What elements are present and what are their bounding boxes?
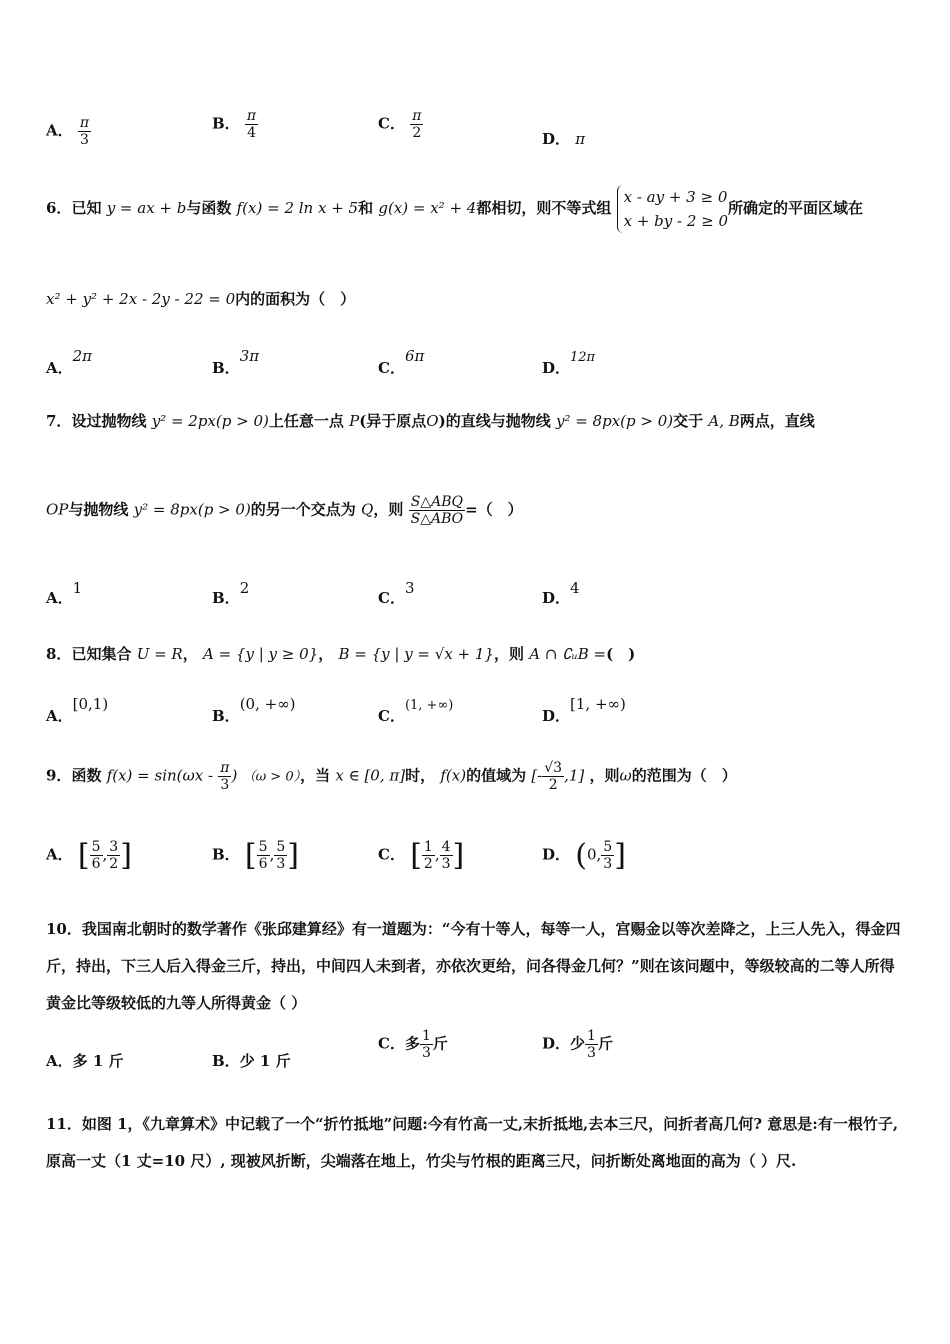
option-label: C．	[378, 589, 405, 607]
domain: x ∈ [0, π]	[335, 766, 406, 785]
q6-text: 和	[358, 199, 374, 217]
q9-option-a[interactable]: A． [ $\frac{5}{6}$ , $\frac{3}{2}$ ]	[46, 838, 132, 873]
option-label: A．	[46, 121, 73, 140]
option-label: A．	[46, 589, 73, 607]
question-6-cont	[46, 288, 355, 309]
q6-option-b[interactable]	[212, 345, 260, 377]
q8-option-d[interactable]	[542, 693, 626, 725]
set-b: B = {y | y = √x + 1}	[338, 645, 494, 663]
q9-text: 的值域为	[466, 766, 527, 785]
question-10: 10．我国南北朝时的数学著作《张邱建算经》有一道题为：“今有十等人，每等一人，宫赐金以等次差降之，上三人先入，得金四斤，持出，下三人后入得金三斤，持出，中间四人未到者，亦依次更给，问各得金几何？”则在该问题中，等级较高的二等人所得黄金比等级较低的九等人所得黄金（ ）	[46, 920, 901, 1012]
option-label: C．	[378, 114, 405, 133]
q6-option-d[interactable]	[542, 345, 596, 377]
question-6	[46, 185, 863, 233]
point-q: Q	[361, 500, 374, 519]
q8-text: ，则	[493, 645, 524, 663]
option-value: 3	[404, 579, 415, 597]
inequality-2: x + by - 2 ≥ 0	[623, 212, 729, 230]
circle-equation: x² + y² + 2x - 2y - 22 = 0	[46, 290, 236, 308]
option-label: C．	[378, 707, 405, 725]
option-label: B．	[212, 114, 240, 133]
q5-option-d[interactable]	[542, 128, 585, 149]
q7-option-a[interactable]	[46, 577, 83, 607]
q8-text: ，	[182, 645, 198, 663]
option-value: 4	[570, 579, 580, 597]
line-op: OP	[46, 500, 69, 519]
option-label: C．	[378, 359, 405, 377]
q6-text: 所确定的平面区域在	[728, 199, 864, 217]
bracket-left: (	[575, 838, 587, 873]
fraction: $\frac{\pi}{2}$	[412, 108, 422, 142]
option-pre: 多	[404, 1034, 420, 1053]
q7-option-c[interactable]	[378, 577, 415, 607]
option-label: B．	[212, 845, 240, 864]
point-o: O	[426, 412, 439, 430]
question-11: 11．如图 1，《九章算术》中记载了一个“折竹抵地”问题:今有竹高一丈,末折抵地,去本三尺，问折者高几何? 意思是:有一根竹子, 原高一丈（1 丈=10 尺）, 现被风折断，尖端落在地上，竹尖与竹根的距离三尺，问折断处离地面的高为（ ）尺.	[46, 1115, 899, 1170]
fraction: $\frac{5}{6}$	[258, 838, 268, 872]
function-f: f(x) = sin(ωx -	[106, 766, 214, 785]
fraction: $\frac{5}{3}$	[276, 838, 286, 872]
option-label: D．	[542, 707, 571, 725]
q7-option-d[interactable]	[542, 577, 580, 607]
q10-option-c[interactable]	[378, 1028, 448, 1061]
fraction: $\frac{5}{3}$	[603, 838, 613, 872]
option-value: (1, +∞)	[404, 698, 454, 713]
q9-option-d[interactable]	[542, 838, 626, 873]
fraction-pi-3: $\frac{\pi}{3}$	[220, 760, 230, 794]
q9-option-c[interactable]: C． [ $\frac{1}{2}$ , $\frac{4}{3}$ ]	[378, 838, 465, 873]
option-value: (0, +∞)	[239, 695, 296, 713]
option-label: C．	[378, 1034, 405, 1053]
q7-option-b[interactable]	[212, 577, 250, 607]
q9-text: ，当	[300, 766, 331, 785]
q10-option-d[interactable]	[542, 1028, 613, 1061]
question-8	[46, 643, 635, 664]
option-label: D．	[542, 589, 571, 607]
fraction: $\frac{\pi}{3}$	[79, 115, 90, 149]
parabola-1: y² = 2px(p > 0)	[151, 412, 269, 430]
option-value: [0,1)	[72, 695, 109, 713]
question-7	[46, 410, 815, 431]
q7-text: 与抛物线	[68, 500, 129, 519]
q9-text: ，则	[589, 766, 620, 785]
option-post: 斤	[597, 1034, 613, 1053]
set-u: U = R	[136, 645, 183, 663]
fraction: $\frac{4}{3}$	[441, 838, 451, 872]
fraction: $\frac{1}{3}$	[421, 1028, 431, 1062]
range-right: ,1]	[564, 766, 585, 785]
question-9	[46, 760, 737, 793]
area-ratio: $\frac{\text{S△ABQ}}{\text{S△ABO}}$	[410, 494, 464, 528]
q6-text: 已知	[71, 199, 102, 217]
set-expression: A ∩ ∁ᵤB =	[529, 645, 607, 663]
q7-text: 交于	[673, 412, 704, 430]
option-value: [1, +∞)	[570, 695, 626, 713]
parabola-3: y² = 8px(p > 0)	[133, 500, 251, 519]
q7-text: ，则	[373, 500, 404, 519]
q7-text: 两点，直线	[739, 412, 815, 430]
option-label: A．	[46, 359, 73, 377]
q9-text: 时，	[405, 766, 436, 785]
option-value: 2π	[72, 347, 93, 365]
q8-option-b[interactable]	[212, 693, 296, 725]
q7-text: 上任意一点	[268, 412, 344, 430]
set-a: A = {y | y ≥ 0}	[202, 645, 319, 663]
question-number: 7．	[46, 412, 72, 430]
q10-option-b[interactable]	[212, 1050, 291, 1071]
question-number: 6．	[46, 199, 72, 217]
bracket-right: ]	[452, 838, 465, 873]
option-label: B．	[212, 359, 240, 377]
q8-text: ( )	[606, 645, 636, 663]
line-equation: y = ax + b	[106, 199, 187, 217]
interval-start: 0,	[586, 845, 602, 864]
inequality-1: x - ay + 3 ≥ 0	[623, 188, 728, 206]
q9-option-b[interactable]: B． [ $\frac{5}{6}$ , $\frac{5}{3}$ ]	[212, 838, 299, 873]
option-value: 多 1 斤	[72, 1052, 124, 1070]
fraction-sqrt3-2: $\frac{√3}{2}$	[544, 760, 563, 794]
option-label: D．	[542, 845, 571, 864]
option-label: D．	[542, 1034, 571, 1053]
inequality-system	[617, 185, 728, 233]
option-value: 少 1 斤	[239, 1052, 291, 1070]
range-left: [-	[531, 766, 543, 785]
bracket-left: [	[77, 838, 90, 873]
option-label: A．	[46, 1052, 73, 1070]
point-p: P	[349, 412, 360, 430]
option-label: A．	[46, 707, 73, 725]
function-f: f(x) = 2 ln x + 5	[236, 199, 359, 217]
fraction: $\frac{\pi}{4}$	[246, 108, 257, 142]
option-value: 3π	[239, 347, 260, 365]
q6-text: 与函数	[186, 199, 232, 217]
option-value: 1	[72, 579, 83, 597]
option-label: B．	[212, 1052, 240, 1070]
q6-option-c[interactable]	[378, 345, 425, 377]
q7-text: (异于原点	[359, 412, 427, 430]
q8-option-a[interactable]	[46, 693, 109, 725]
bracket-right: ]	[287, 838, 299, 873]
option-value: 12π	[570, 350, 596, 365]
omega: ω	[619, 766, 632, 785]
option-value: 6π	[404, 347, 425, 365]
q9-text: 函数	[71, 766, 102, 785]
fraction: $\frac{1}{3}$	[587, 1028, 596, 1062]
option-post: 斤	[432, 1034, 448, 1053]
q7-text: 设过抛物线	[71, 412, 147, 430]
option-label: B．	[212, 707, 240, 725]
option-label: D．	[542, 130, 571, 148]
fraction: $\frac{1}{2}$	[423, 838, 433, 872]
q10-option-a[interactable]	[46, 1050, 124, 1071]
option-label: D．	[542, 359, 571, 377]
option-label: C．	[378, 845, 405, 864]
q7-text: )的直线与抛物线	[438, 412, 551, 430]
bracket-left: [	[410, 838, 422, 873]
fraction: $\frac{3}{2}$	[109, 838, 119, 872]
bracket-right: ]	[614, 838, 626, 873]
omega-condition: （ω > 0）	[242, 769, 301, 785]
q6-option-a[interactable]	[46, 345, 93, 377]
q9-paren: )	[231, 766, 238, 785]
option-pre: 少	[570, 1034, 586, 1053]
parabola-2: y² = 8px(p > 0)	[555, 412, 674, 430]
q5-option-c[interactable]	[378, 108, 423, 141]
question-number: 8．	[46, 645, 72, 663]
option-value: π	[575, 130, 586, 148]
q5-option-a[interactable]	[46, 115, 91, 148]
q9-text: 的范围为（ ）	[631, 766, 737, 785]
q6-text: 内的面积为（ ）	[235, 290, 356, 308]
fx: f(x)	[440, 766, 467, 785]
fraction: $\frac{5}{6}$	[91, 838, 101, 872]
option-value: 2	[239, 579, 250, 597]
bracket-right: ]	[120, 838, 132, 873]
q5-option-b[interactable]	[212, 108, 258, 141]
q7-text: 的另一个交点为	[250, 500, 356, 519]
option-label: A．	[46, 845, 73, 864]
bracket-left: [	[244, 838, 257, 873]
question-number: 9．	[46, 766, 72, 785]
q7-text: =（ ）	[465, 500, 523, 519]
question-7-cont	[46, 494, 523, 527]
q6-text: 都相切，则不等式组	[476, 199, 612, 217]
points-ab: A, B	[708, 412, 740, 430]
q8-text: 已知集合	[71, 645, 132, 663]
q8-text: ，	[318, 645, 334, 663]
function-g: g(x) = x² + 4	[378, 199, 477, 217]
option-label: B．	[212, 589, 240, 607]
q8-option-c[interactable]	[378, 693, 454, 725]
